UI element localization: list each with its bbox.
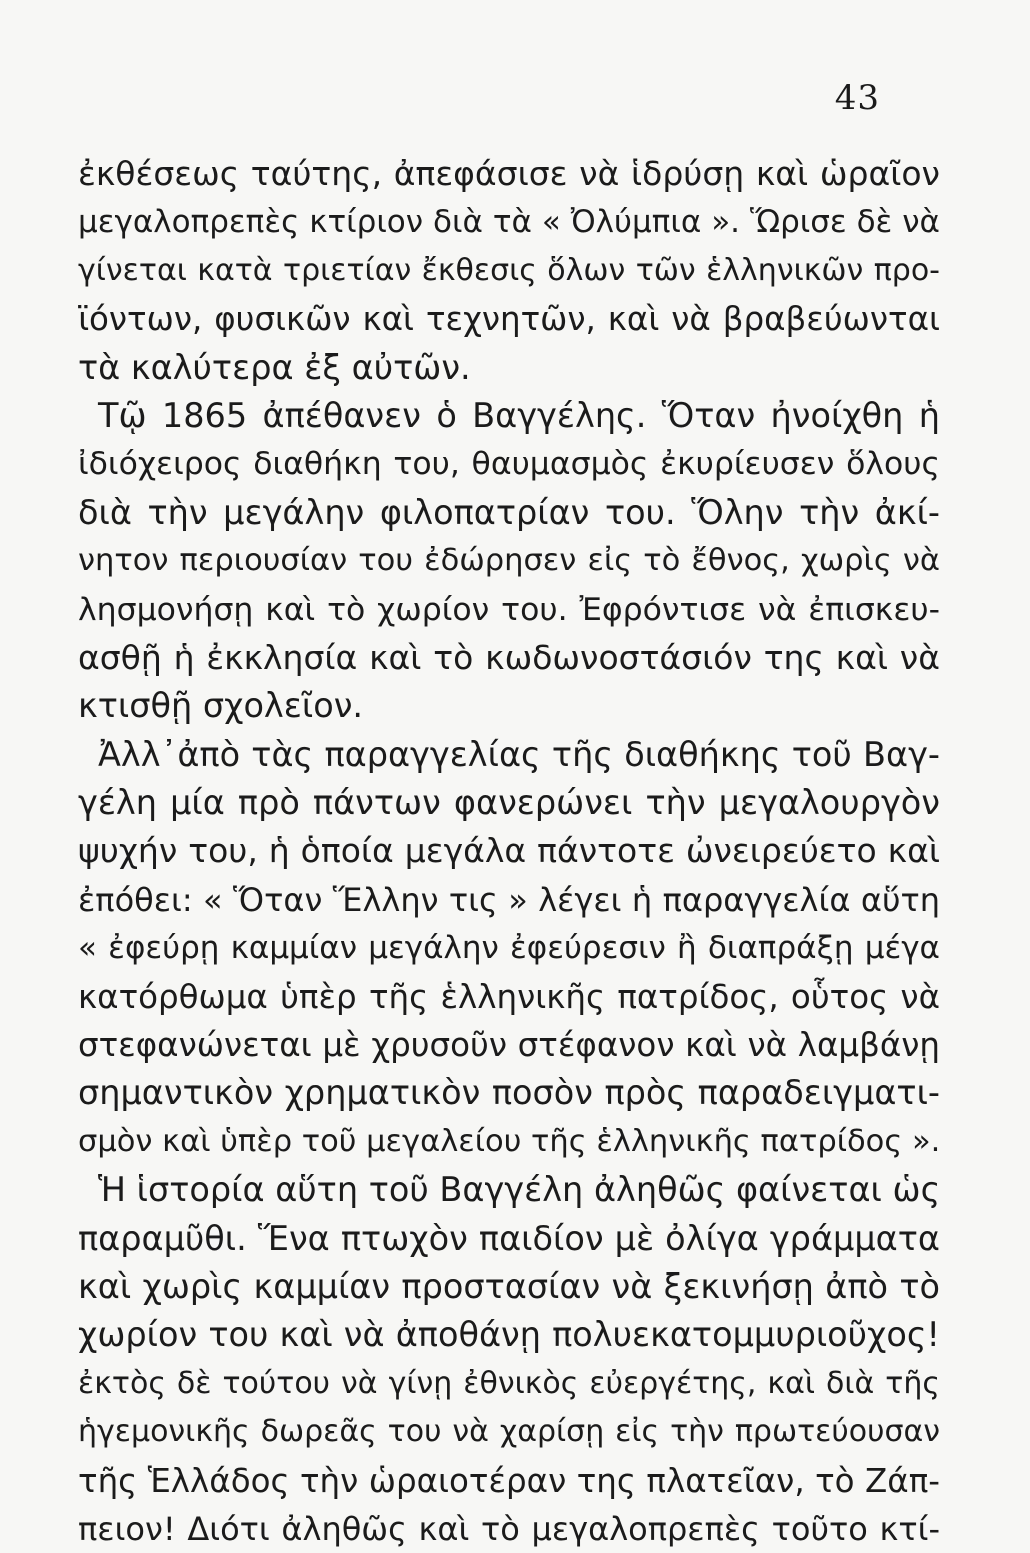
text-line: στεφανώνεται μὲ χρυσοῦν στέφανον καὶ νὰ λαμβάνῃ <box>78 1026 940 1065</box>
text-line: ϊόντων, φυσικῶν καὶ τεχνητῶν, καὶ νὰ βραβεύωνται <box>78 300 940 339</box>
text-line: ἐκτὸς δὲ τούτου νὰ γίνῃ ἐθνικὸς εὐεργέτης, καὶ διὰ τῆς <box>78 1365 940 1401</box>
paragraph-start-line: Τῷ 1865 ἀπέθανεν ὁ Βαγγέλης. Ὅταν ἠνοίχθη ἡ <box>98 395 940 435</box>
body-text <box>78 150 940 1553</box>
text-line: χωρίον του καὶ νὰ ἀποθάνῃ πολυεκατομμυριοῦχος! <box>78 1315 940 1355</box>
text-line: σημαντικὸν χρηματικὸν ποσὸν πρὸς παραδειγματι- <box>78 1073 940 1113</box>
text-line: τὰ καλύτερα ἐξ αὐτῶν. <box>78 347 471 387</box>
text-line: καὶ χωρὶς καμμίαν προστασίαν νὰ ξεκινήσῃ ἀπὸ τὸ <box>78 1266 940 1306</box>
text-line: κατόρθωμα ὑπὲρ τῆς ἑλληνικῆς πατρίδος, οὗτος νὰ <box>78 977 940 1016</box>
text-line: ἡγεμονικῆς δωρεᾶς του νὰ χαρίσῃ εἰς τὴν πρωτεύουσαν <box>78 1414 940 1450</box>
text-line: παραμῦθι. Ἕνα πτωχὸν παιδίον μὲ ὀλίγα γράμματα <box>78 1218 940 1258</box>
text-line: « ἐφεύρῃ καμμίαν μεγάλην ἐφεύρεσιν ἢ διαπράξῃ μέγα <box>78 930 940 967</box>
page-number: 43 <box>834 78 880 118</box>
text-line: λησμονήσῃ καὶ τὸ χωρίον του. Ἐφρόντισε νὰ ἐπισκευ- <box>78 591 940 628</box>
text-line: γέλη μία πρὸ πάντων φανερώνει τὴν μεγαλουργὸν <box>78 783 940 823</box>
text-line: κτισθῇ σχολεῖον. <box>78 686 364 726</box>
text-line: ἰδιόχειρος διαθήκη του, θαυμασμὸς ἐκυρίευσεν ὅλους <box>78 446 940 483</box>
text-line: ασθῇ ἡ ἐκκλησία καὶ τὸ κωδωνοστάσιόν της καὶ νὰ <box>78 637 940 677</box>
text-line: νητον περιουσίαν του ἐδώρησεν εἰς τὸ ἔθνος, χωρὶς νὰ <box>78 543 940 579</box>
text-line: πειον! Διότι ἀληθῶς καὶ τὸ μεγαλοπρεπὲς τοῦτο κτί- <box>78 1509 940 1548</box>
text-line: ἐπόθει: « Ὅταν Ἕλλην τις » λέγει ἡ παραγγελία αὕτη <box>78 880 940 919</box>
text-line: μεγαλοπρεπὲς κτίριον διὰ τὰ « Ὀλύμπια ». Ὥρισε δὲ νὰ <box>78 204 940 241</box>
paragraph-start-line: Ἡ ἱστορία αὕτη τοῦ Βαγγέλη ἀληθῶς φαίνεται ὡς <box>98 1170 940 1210</box>
text-line: σμὸν καὶ ὑπὲρ τοῦ μεγαλείου τῆς ἑλληνικῆς πατρίδος ». <box>78 1123 940 1159</box>
text-line: ἐκθέσεως ταύτης, ἀπεφάσισε νὰ ἱδρύσῃ καὶ ὡραῖον <box>78 154 940 193</box>
text-line: διὰ τὴν μεγάλην φιλοπατρίαν του. Ὅλην τὴν ἀκί- <box>78 492 940 532</box>
text-line: τῆς Ἑλλάδος τὴν ὡραιοτέραν της πλατεῖαν, τὸ Ζάπ- <box>78 1461 940 1500</box>
text-line: ψυχήν του, ἡ ὁποία μεγάλα πάντοτε ὠνειρεύετο καὶ <box>78 831 940 871</box>
text-line: γίνεται κατὰ τριετίαν ἔκθεσις ὅλων τῶν ἑλληνικῶν προ- <box>78 252 940 288</box>
paragraph-start-line: Ἀλλ᾽ἀπὸ τὰς παραγγελίας τῆς διαθήκης τοῦ Βαγ- <box>98 734 940 774</box>
